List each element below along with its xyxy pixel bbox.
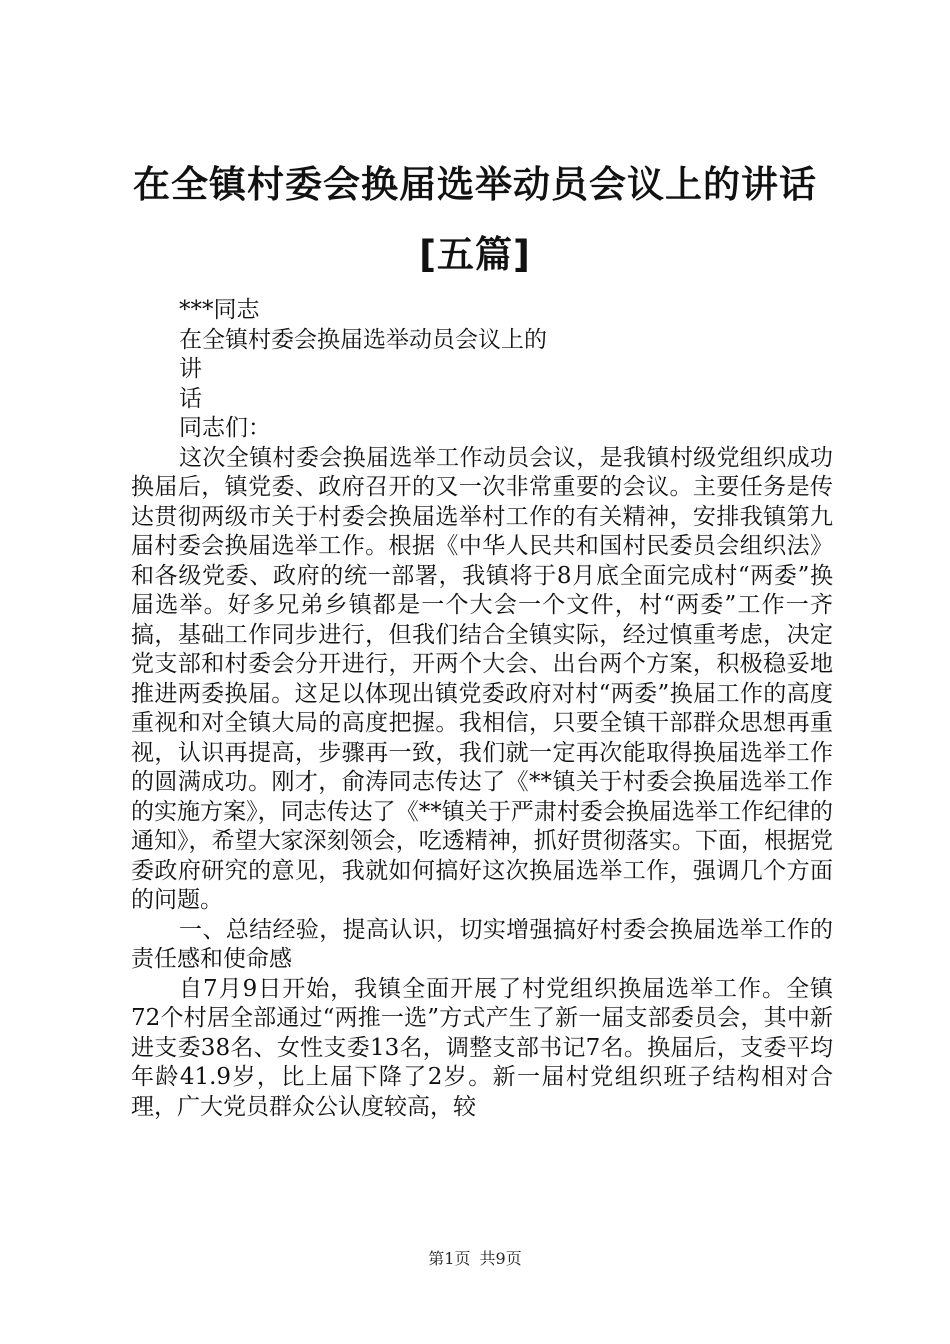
page-footer (0, 1246, 950, 1269)
salutation-line: 同志们： (179, 415, 271, 441)
subtitle-char-line: 话 (179, 385, 202, 412)
addressee-line: ***同志 (179, 297, 260, 323)
section-heading: 一、总结经验，提高认识，切实增强搞好村委会换届选举工作的责任感和使命感 (131, 916, 833, 972)
document-body (131, 296, 833, 1122)
page-number: 第1页 (428, 1249, 471, 1268)
document-title: 在全镇村委会换届选举动员会议上的讲话[五篇] (133, 163, 817, 276)
page-total: 共9页 (479, 1249, 522, 1268)
body-paragraph: 自7月9日开始，我镇全面开展了村党组织换届选举工作。全镇72个村居全部通过“两推一选”方式产生了新一届支部委员会，其中新进支委38名、女性支委13名，调整支部书记7名。换届后，支委平均年龄41.9岁，比上届下降了2岁。新一届村党组织班子结构相对合理，广大党员群众公认度较高，较 (131, 975, 833, 1120)
subtitle-char-line: 讲 (179, 356, 202, 382)
body-paragraph: 这次全镇村委会换届选举工作动员会议，是我镇村级党组织成功换届后，镇党委、政府召开的又一次非常重要的会议。主要任务是传达贯彻两级市关于村委会换届选举村工作的有关精神，安排我镇第九届村委会换届选举工作。根据《中华人民共和国村民委员会组织法》和各级党委、政府的统一部署，我镇将于8月底全面完成村“两委”换届选举。好多兄弟乡镇都是一个大会一个文件，村“两委”工作一齐搞，基础工作同步进行，但我们结合全镇实际，经过慎重考虑，决定党支部和村委会分开进行，开两个大会、出台两个方案，积极稳妥地推进两委换届。这足以体现出镇党委政府对村“两委”换届工作的高度重视和对全镇大局的高度把握。我相信，只要全镇干部群众思想再重视，认识再提高，步骤再一致，我们就一定再次能取得换届选举工作的圆满成功。刚才，俞涛同志传达了《**镇关于村委会换届选举工作的实施方案》，同志传达了《**镇关于严肃村委会换届选举工作纪律的通知》，希望大家深刻领会，吃透精神，抓好贯彻落实。下面，根据党委政府研究的意见，我就如何搞好这次换届选举工作，强调几个方面的问题。 (131, 444, 833, 913)
subtitle-line: 在全镇村委会换届选举动员会议上的 (179, 326, 547, 353)
